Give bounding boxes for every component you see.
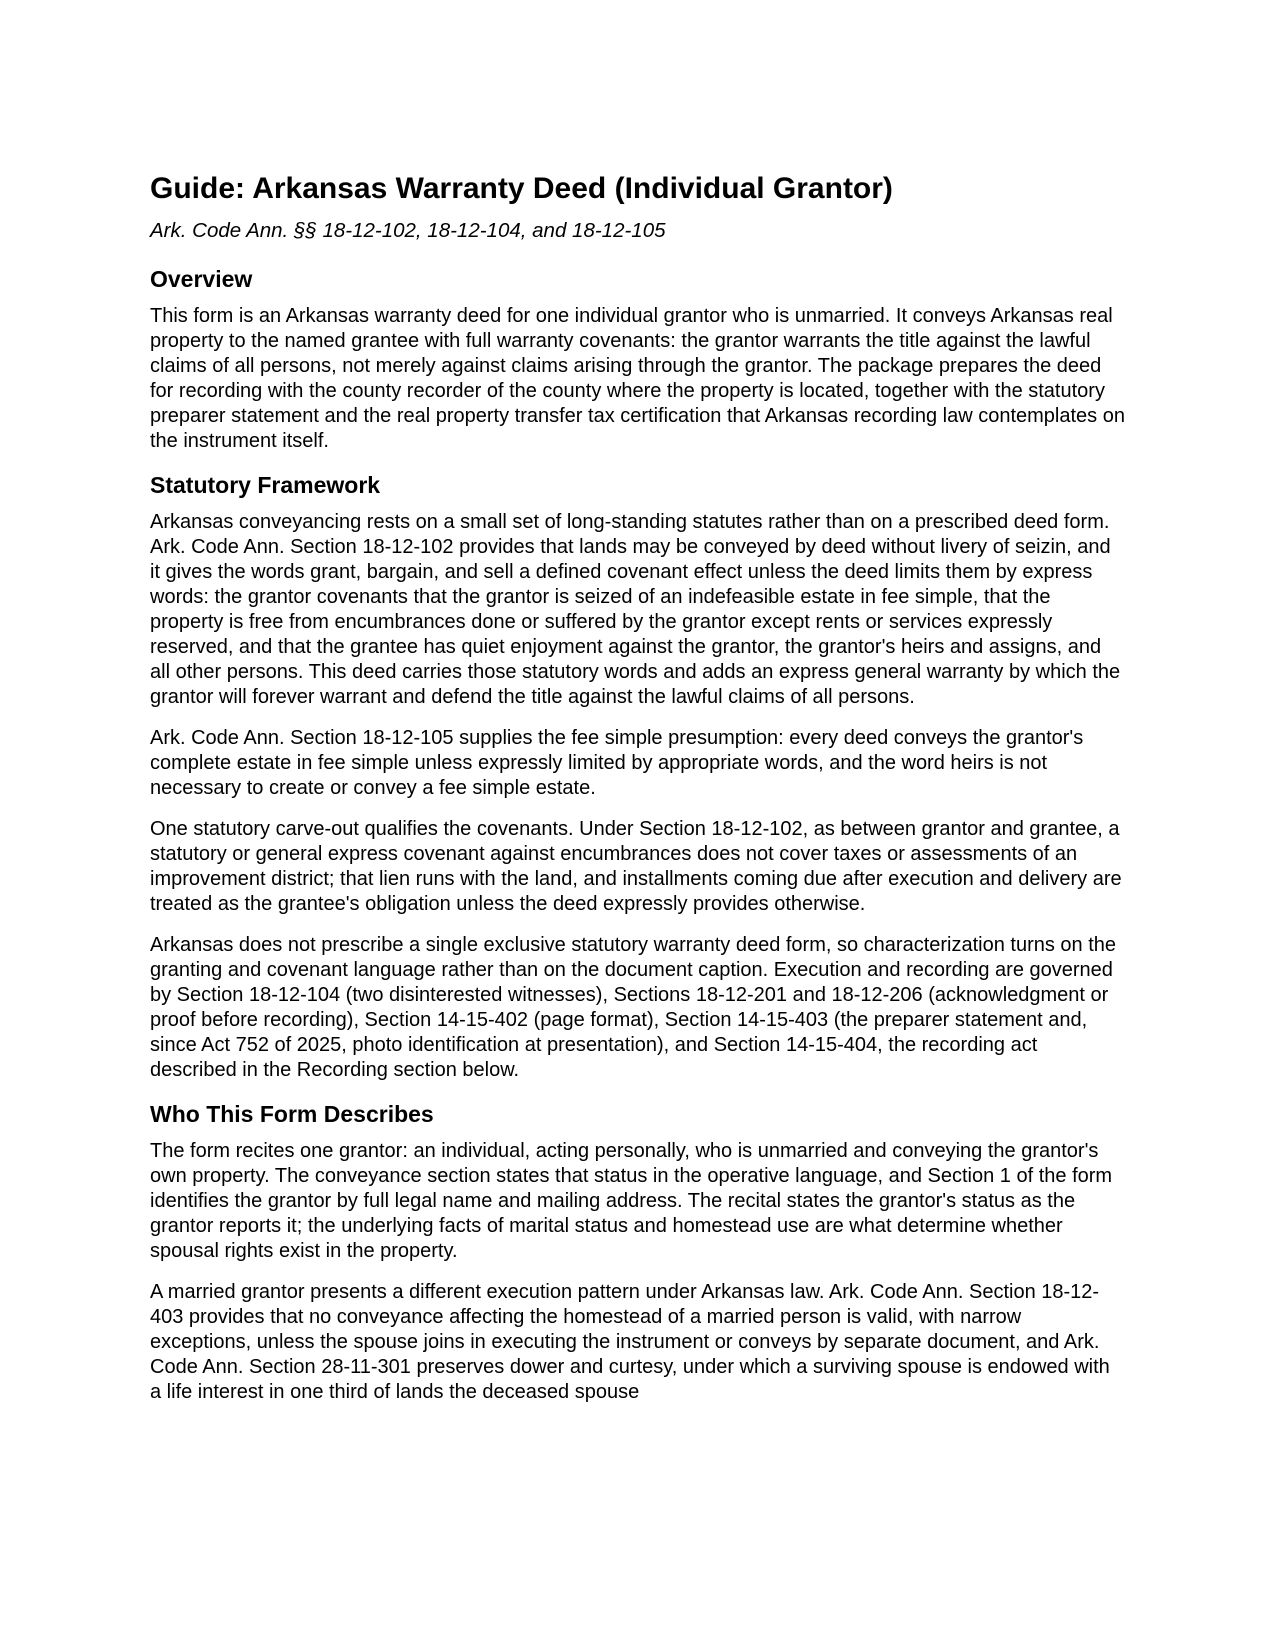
section-who-this-form-describes	[150, 1099, 1125, 1405]
statute-citation: Ark. Code Ann. §§ 18-12-102, 18-12-104, and 18-12-105	[150, 219, 666, 242]
section-overview	[150, 264, 1125, 454]
section-statutory-framework	[150, 470, 1125, 1083]
paragraph: One statutory carve-out qualifies the covenants. Under Section 18-12-102, as between grantor and grantee, a statutory or general express covenant against encumbrances does not cover taxes or assessments of an improvement district; that lien runs with the land, and installments coming due after execution and delivery are treated as the grantee's obligation unless the deed expressly provides otherwise.	[150, 818, 1122, 915]
paragraph: A married grantor presents a different execution pattern under Arkansas law. Ark. Code Ann. Section 18-12-403 provides that no conveyance affecting the homestead of a married person is valid, with narrow exceptions, unless the spouse joins in executing the instrument or conveys by separate document, and Ark. Code Ann. Section 28-11-301 preserves dower and curtesy, under which a surviving spouse is endowed with a life interest in one third of lands the deceased spouse	[150, 1281, 1110, 1403]
section-heading: Overview	[150, 266, 253, 292]
section-heading: Statutory Framework	[150, 472, 381, 498]
paragraph: Ark. Code Ann. Section 18-12-105 supplies the fee simple presumption: every deed conveys the grantor's complete estate in fee simple unless expressly limited by appropriate words, and the word heirs is not necessary to create or convey a fee simple estate.	[150, 727, 1084, 799]
paragraph: Arkansas conveyancing rests on a small set of long-standing statutes rather than on a prescribed deed form. Ark. Code Ann. Section 18-12-102 provides that lands may be conveyed by deed without livery of seizin, and it gives the words grant, bargain, and sell a defined covenant effect unless the deed limits them by express words: the grantor covenants that the grantor is seized of an indefeasible estate in fee simple, that the property is free from encumbrances done or suffered by the grantor except rents or services expressly reserved, and that the grantee has quiet enjoyment against the grantor, the grantor's heirs and assigns, and all other persons. This deed carries those statutory words and adds an express general warranty by which the grantor will forever warrant and defend the title against the lawful claims of all persons.	[150, 511, 1121, 708]
paragraph: Arkansas does not prescribe a single exclusive statutory warranty deed form, so characterization turns on the granting and covenant language rather than on the document caption. Execution and recording are governed by Section 18-12-104 (two disinterested witnesses), Sections 18-12-201 and 18-12-206 (acknowledgment or proof before recording), Section 14-15-402 (page format), Section 14-15-403 (the preparer statement and, since Act 752 of 2025, photo identification at presentation), and Section 14-15-404, the recording act described in the Recording section below.	[150, 934, 1117, 1081]
paragraph: The form recites one grantor: an individual, acting personally, who is unmarried and conveying the grantor's own property. The conveyance section states that status in the operative language, and Section 1 of the form identifies the grantor by full legal name and mailing address. The recital states the grantor's status as the grantor reports it; the underlying facts of marital status and homestead use are what determine whether spousal rights exist in the property.	[150, 1140, 1113, 1262]
paragraph: This form is an Arkansas warranty deed for one individual grantor who is unmarried. It conveys Arkansas real property to the named grantee with full warranty covenants: the grantor warrants the title against the lawful claims of all persons, not merely against claims arising through the grantor. The package prepares the deed for recording with the county recorder of the county where the property is located, together with the statutory preparer statement and the real property transfer tax certification that Arkansas recording law contemplates on the instrument itself.	[150, 305, 1125, 452]
document-page	[150, 170, 1125, 1421]
document-title: Guide: Arkansas Warranty Deed (Individual Grantor)	[150, 172, 893, 205]
section-heading: Who This Form Describes	[150, 1101, 434, 1127]
